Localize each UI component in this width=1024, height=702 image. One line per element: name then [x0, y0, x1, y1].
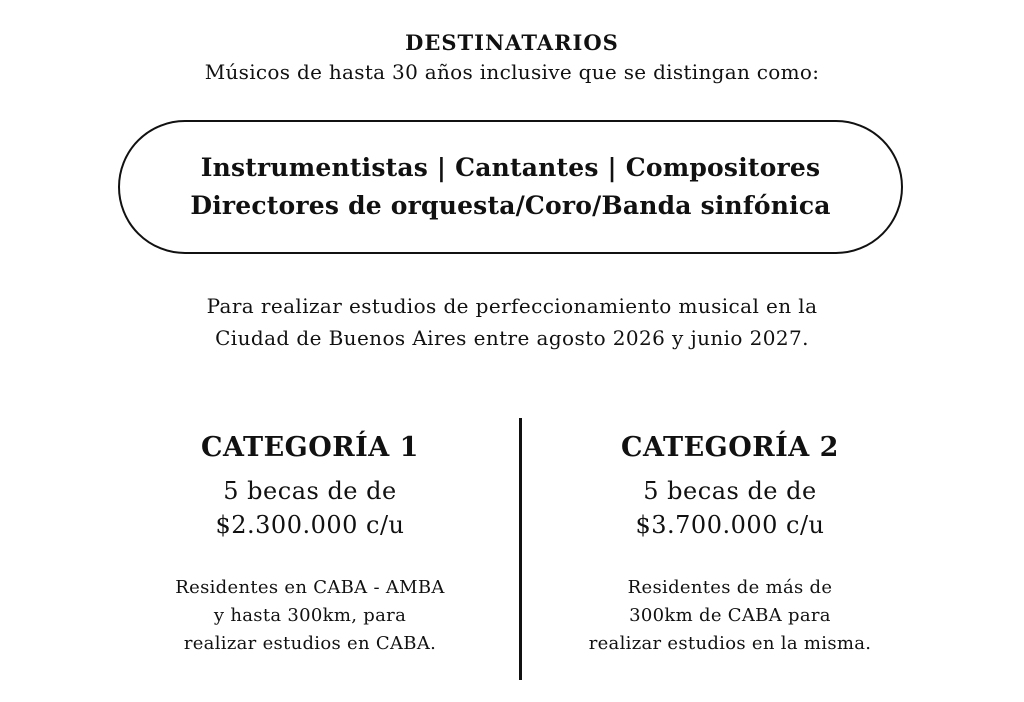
category-1-description-line: y hasta 300km, para	[213, 605, 407, 626]
category-2-title: CATEGORÍA 2	[621, 432, 839, 463]
column-divider	[519, 418, 522, 680]
category-2-becas: 5 becas de de	[643, 477, 817, 505]
roles-line-1: Instrumentistas | Cantantes | Compositores	[200, 153, 821, 182]
purpose-line-1: Para realizar estudios de perfeccionamiento musical en la	[206, 294, 818, 318]
purpose-line-2: Ciudad de Buenos Aires entre agosto 2026 y junio 2027.	[215, 326, 809, 350]
category-2-description-line: realizar estudios en la misma.	[588, 633, 872, 654]
roles-line-2: Directores de orquesta/Coro/Banda sinfónica	[190, 191, 831, 220]
category-1-description-line: realizar estudios en CABA.	[183, 633, 437, 654]
category-2-description-line: 300km de CABA para	[629, 605, 831, 626]
section-title: DESTINATARIOS	[405, 30, 619, 55]
category-2-description	[530, 574, 930, 658]
category-1-amount: $2.300.000 c/u	[215, 511, 405, 539]
category-1-description	[110, 574, 510, 658]
category-1-description-line: Residentes en CABA - AMBA	[175, 577, 445, 598]
roles-box	[118, 120, 903, 254]
category-1-becas: 5 becas de de	[223, 477, 397, 505]
category-1-title: CATEGORÍA 1	[201, 432, 419, 463]
intro-text: Músicos de hasta 30 años inclusive que se distingan como:	[204, 60, 820, 84]
category-2-amount: $3.700.000 c/u	[635, 511, 825, 539]
purpose-text	[0, 290, 1024, 354]
category-2-description-line: Residentes de más de	[627, 577, 833, 598]
